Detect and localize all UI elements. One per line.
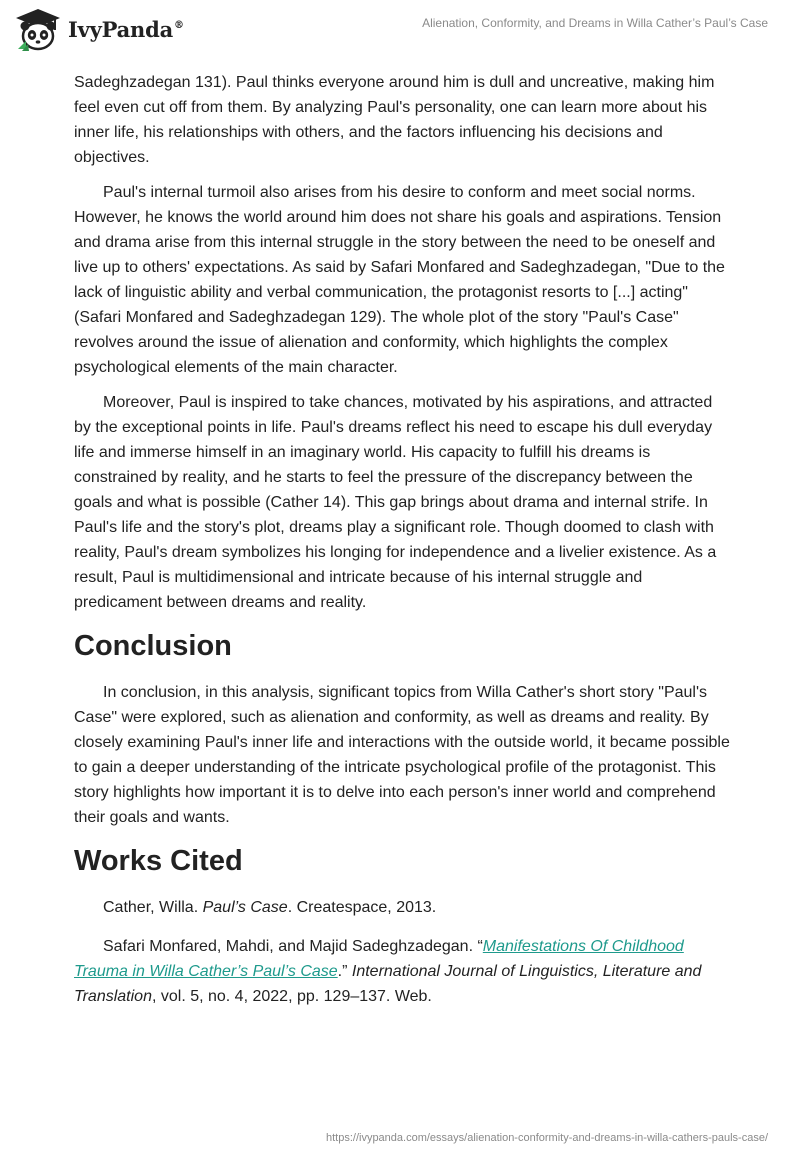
body-paragraph: Paul's internal turmoil also arises from his desire to conform and meet social norms. However, he knows the world around him does not share his goals and aspirations. Tension and drama arise from this internal struggle in the story between the need to be oneself and live up to others' expectations. As said by Safari Monfared and Sadeghzadegan, "Due to the lack of linguistic ability and verbal communication, the protagonist resorts to [...] acting" (Safari Monfared and Sadeghzadegan 129). The whole plot of the story "Paul's Case" revolves around the issue of alienation and conformity, which highlights the complex psychological elements of the main character. — [74, 184, 725, 376]
body-paragraph: Sadeghzadegan 131). Paul thinks everyone around him is dull and uncreative, making him feel even cut off from them. By analyzing Paul's personality, one can learn more about his inner life, his relationships with others, and the factors influencing his decisions and objectives. — [74, 74, 715, 166]
conclusion-paragraph: In conclusion, in this analysis, significant topics from Willa Cather's short story "Paul's Case" were explored, such as alienation and conformity, as well as dreams and reality. By closely examining Paul's inner life and interactions with the outside world, it became possible to gain a deeper understanding of the intricate psychological profile of the protagonist. This story highlights how important it is to delve into each person's inner world and comprehend their goals and wants. — [74, 684, 730, 826]
citation-entry: Cather, Willa. Paul’s Case. Createspace, 2013. — [103, 899, 437, 916]
logo-wordmark: IvyPanda® — [68, 16, 184, 42]
works-cited-heading: Works Cited — [74, 845, 243, 877]
document-title: Alienation, Conformity, and Dreams in Willa Cather’s Paul’s Case — [422, 16, 768, 30]
ivypanda-logo[interactable] — [14, 7, 184, 51]
footer-url: https://ivypanda.com/essays/alienation-conformity-and-dreams-in-willa-cathers-pauls-case/ — [325, 1132, 768, 1144]
conclusion-heading: Conclusion — [74, 630, 232, 662]
essay-body — [74, 70, 730, 1023]
page-header — [0, 0, 800, 60]
body-paragraph: Moreover, Paul is inspired to take chances, motivated by his aspirations, and attracted by the exceptional points in life. Paul's dreams reflect his need to escape his dull everyday life and immerse himself in an imaginary world. His capacity to fulfill his dreams is constrained by reality, and he starts to feel the pressure of the discrepancy between the goals and what is possible (Cather 14). This gap brings about drama and internal strife. In Paul's life and the story's plot, dreams play a significant role. Though doomed to clash with reality, Paul's dream symbolizes his longing for independence and a livelier existence. As a result, Paul is multidimensional and intricate because of his internal struggle and predicament between dreams and reality. — [74, 394, 717, 611]
panda-graduate-icon — [14, 7, 62, 51]
citation-link[interactable]: Manifestations Of Childhood Trauma in Willa Cather’s Paul’s Case — [74, 938, 684, 980]
citation-entry: Safari Monfared, Mahdi, and Majid Sadeghzadegan. “Manifestations Of Childhood Trauma in Willa Cather’s Paul’s Case.” International Journal of Linguistics, Literature and Translation, vol. 5, no. 4, 2022, pp. 129–137. Web. — [74, 938, 702, 1005]
